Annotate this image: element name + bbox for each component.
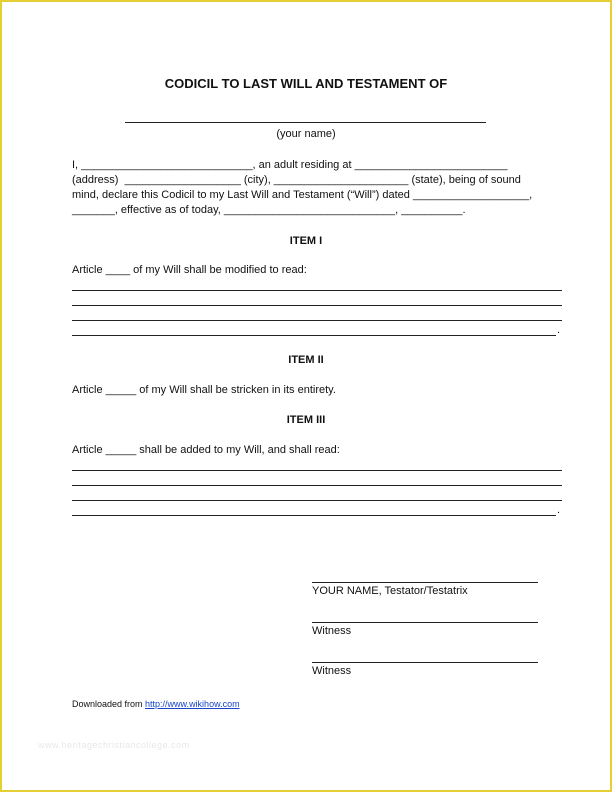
intro-line-4: _______, effective as of today, ____________________________, __________. bbox=[72, 204, 466, 216]
witness-2-signature-label: Witness bbox=[312, 665, 352, 677]
name-caption: (your name) bbox=[276, 128, 336, 140]
item-3-text: Article _____ shall be added to my Will, and shall read: bbox=[72, 444, 340, 456]
witness-2-signature-line bbox=[312, 662, 538, 663]
wikihow-link[interactable]: http://www.wikihow.com bbox=[145, 699, 240, 709]
item-3-blank-line bbox=[72, 515, 556, 516]
name-blank-line bbox=[125, 122, 486, 123]
item-3-heading: ITEM III bbox=[286, 414, 326, 426]
testator-signature-line bbox=[312, 582, 538, 583]
intro-line-1: I, ____________________________, an adult residing at _________________________ bbox=[72, 159, 508, 171]
item-1-blank-line bbox=[72, 335, 556, 336]
item-1-blank-line bbox=[72, 290, 562, 291]
witness-1-signature-label: Witness bbox=[312, 625, 352, 637]
witness-1-signature-line bbox=[312, 622, 538, 623]
item-1-end-mark: . bbox=[557, 324, 561, 336]
site-watermark: www.heritagechristiancollege.com bbox=[38, 740, 190, 750]
item-2-text: Article _____ of my Will shall be stricken in its entirety. bbox=[72, 384, 336, 396]
item-2-heading: ITEM II bbox=[288, 354, 324, 366]
item-3-end-mark: . bbox=[557, 504, 561, 516]
footer-prefix: Downloaded from bbox=[72, 699, 146, 709]
document-title: CODICIL TO LAST WILL AND TESTAMENT OF bbox=[164, 76, 448, 91]
testator-signature-label: YOUR NAME, Testator/Testatrix bbox=[312, 585, 468, 597]
intro-line-2: (address) ___________________ (city), ______________________ (state), being of sound bbox=[72, 174, 521, 186]
item-3-blank-line bbox=[72, 485, 562, 486]
item-3-blank-line bbox=[72, 500, 562, 501]
item-3-blank-line bbox=[72, 470, 562, 471]
item-1-text: Article ____ of my Will shall be modified to read: bbox=[72, 264, 307, 276]
intro-line-3: mind, declare this Codicil to my Last Will and Testament (“Will”) dated ___________________, bbox=[72, 189, 533, 201]
download-source-footer bbox=[72, 699, 240, 709]
item-1-blank-line bbox=[72, 320, 562, 321]
item-1-heading: ITEM I bbox=[289, 235, 323, 247]
item-1-blank-line bbox=[72, 305, 562, 306]
